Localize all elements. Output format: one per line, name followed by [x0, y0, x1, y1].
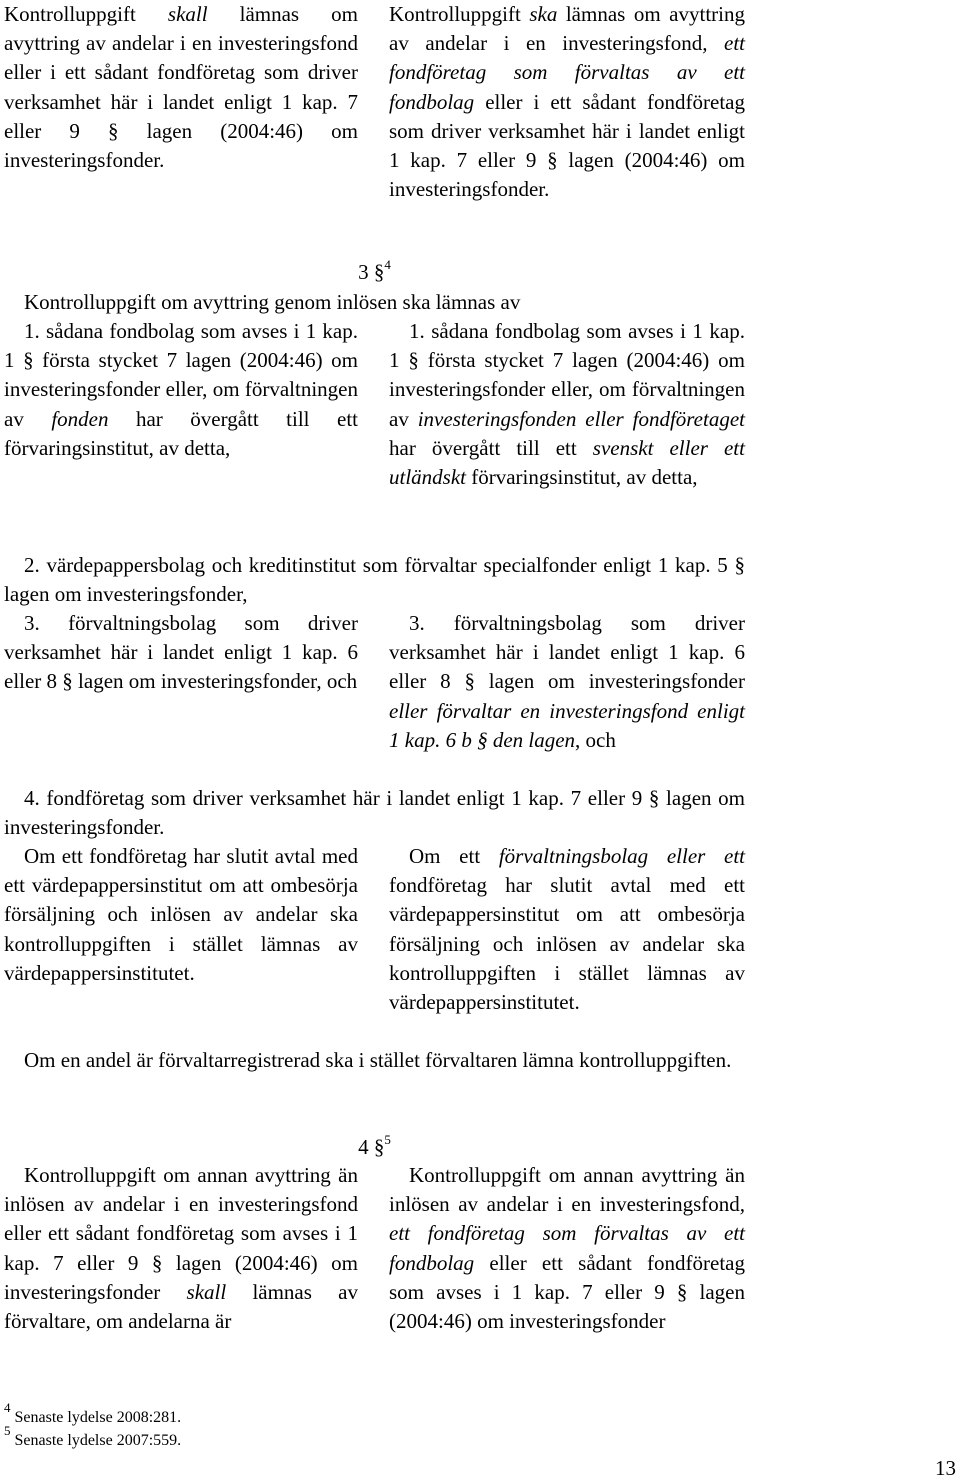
- para2-left: Om ett fondföretag har slutit avtal med ett värdepappersinstitut om att ombesörja försäljning och inlösen av andelar ska kontrolluppgiften i stället lämnas av värdepappersinstitutet.: [4, 844, 358, 985]
- para2-right: Om ett förvaltningsbolag eller ett fondföretag har slutit avtal med ett värdepappersinstitut om att ombesörja försäljning och inlösen av andelar ska kontrolluppgiften i stället lämnas av värdepappersinstitutet.: [389, 844, 745, 1015]
- item3-right: 3. förvaltningsbolag som driver verksamhet här i landet enligt 1 kap. 6 eller 8 § lagen om investeringsfonder eller förvaltar en investeringsfond enligt 1 kap. 6 b § den lagen, och: [389, 611, 745, 752]
- section-heading-4: 4 §$^5$: [358, 1132, 391, 1159]
- para3: Om en andel är förvaltarregistrerad ska i stället förvaltaren lämna kontrolluppgiften.: [24, 1048, 732, 1072]
- item3-left: 3. förvaltningsbolag som driver verksamhet här i landet enligt 1 kap. 6 eller 8 § lagen om investeringsfonder, och: [4, 611, 358, 694]
- item1-left: 1. sådana fondbolag som avses i 1 kap. 1 § första stycket 7 lagen (2004:46) om investeringsfonder eller, om förvaltningen av fonden har övergått till ett förvaringsinstitut, av detta,: [4, 319, 358, 460]
- paragraph-top-right: Kontrolluppgift ska lämnas om avyttring av andelar i en investeringsfond, ett fondföretag som förvaltas av ett fondbolag eller i ett sådant fondföretag som driver verksamhet här i landet enligt 1 kap. 7 eller 9 § lagen (2004:46) om investeringsfonder.: [389, 2, 746, 202]
- item2: 2. värdepappersbolag och kreditinstitut som förvaltar specialfonder enligt 1 kap. 5 § lagen om investeringsfonder,: [4, 553, 745, 607]
- section-3-intro: Kontrolluppgift om avyttring genom inlösen ska lämnas av: [24, 290, 521, 314]
- footnote-ref-4: 4: [384, 257, 391, 272]
- section-4-left: Kontrolluppgift om annan avyttring än inlösen av andelar i en investeringsfond eller ett sådant fondföretag som avses i 1 kap. 7 eller 9 § lagen (2004:46) om investeringsfonder skall lämnas av förvaltare, om andelarna är: [4, 1163, 358, 1334]
- footnote-4: $^4$ Senaste lydelse 2008:281.: [4, 1400, 182, 1426]
- section-heading-3: 3 §$^4$: [358, 257, 391, 284]
- page-number: 13: [935, 1456, 956, 1480]
- paragraph-top-left: Kontrolluppgift skall lämnas om avyttring av andelar i en investeringsfond eller i ett sådant fondföretag som driver verksamhet här i landet enligt 1 kap. 7 eller 9 § lagen (2004:46) om investeringsfonder.: [4, 2, 358, 173]
- item4: 4. fondföretag som driver verksamhet här i landet enligt 1 kap. 7 eller 9 § lagen om investeringsfonder.: [4, 786, 745, 840]
- section-4-right: Kontrolluppgift om annan avyttring än inlösen av andelar i en investeringsfond, ett fondföretag som förvaltas av ett fondbolag eller ett sådant fondföretag som avses i 1 kap. 7 eller 9 § lagen (2004:46) om investeringsfonder: [389, 1163, 745, 1334]
- item1-right: 1. sådana fondbolag som avses i 1 kap. 1 § första stycket 7 lagen (2004:46) om investeringsfonder eller, om förvaltningen av investeringsfonden eller fondföretaget har övergått till ett svenskt eller ett utländskt förvaringsinstitut, av detta,: [389, 319, 745, 490]
- footnote-5: $^5$ Senaste lydelse 2007:559.: [4, 1423, 182, 1449]
- footnote-ref-5: 5: [384, 1132, 391, 1147]
